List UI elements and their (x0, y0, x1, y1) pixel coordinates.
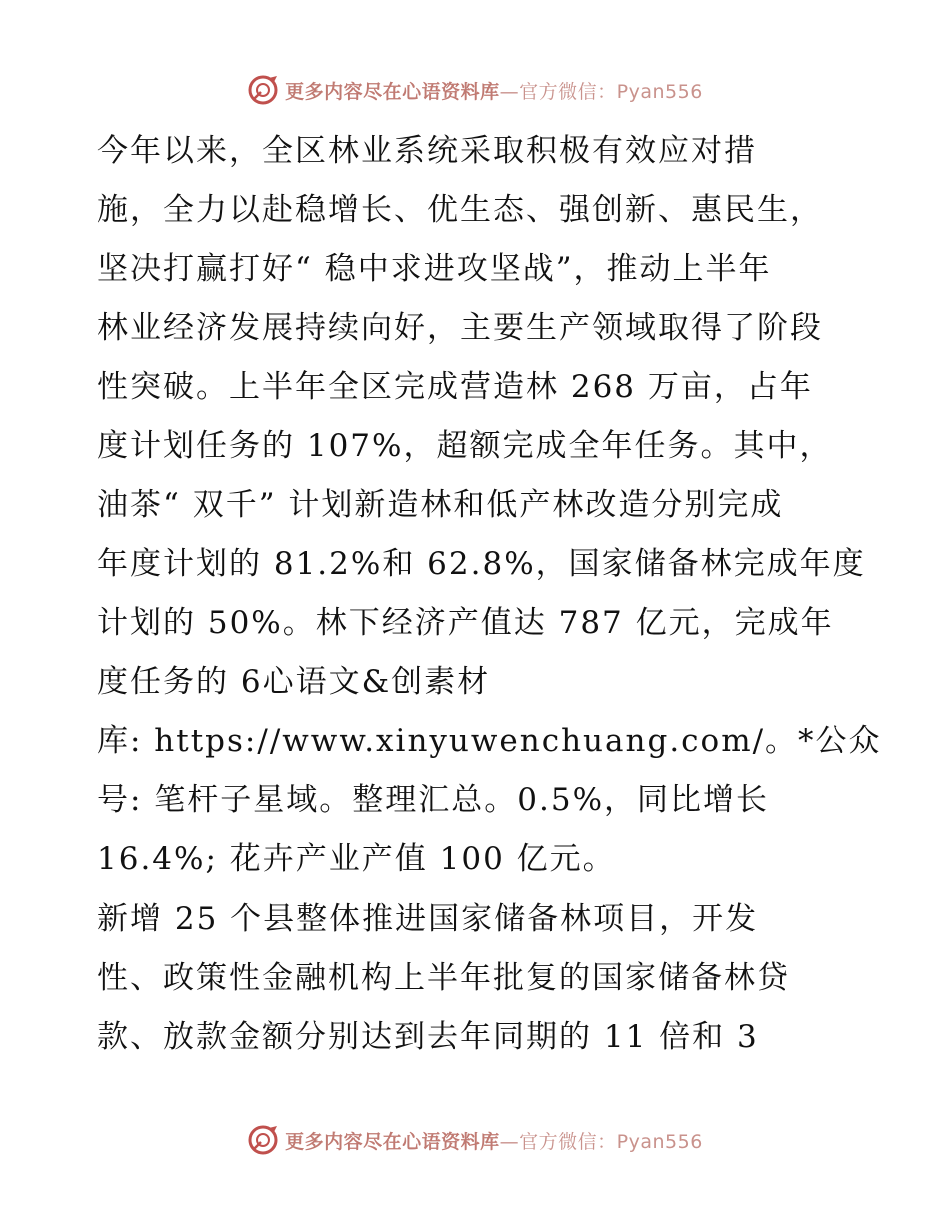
text-line: 年度计划的 81.2%和 62.8%，国家储备林完成年度 (97, 546, 866, 582)
text-line: 坚决打赢打好“ 稳中求进攻坚战”，推动上半年 (97, 251, 772, 287)
text-line: 施，全力以赴稳增长、优生态、强创新、惠民生， (97, 192, 823, 228)
text-line: 性、政策性金融机构上半年批复的国家储备林贷 (97, 960, 790, 996)
text-line: 今年以来，全区林业系统采取积极有效应对措 (97, 133, 757, 169)
text-line: 林业经济发展持续向好，主要生产领域取得了阶段 (97, 310, 823, 346)
text-line: 油茶“ 双千” 计划新造林和低产林改造分别完成 (97, 487, 784, 523)
pen-logo-icon (247, 1124, 279, 1156)
text-line: 号: 笔杆子星域。整理汇总。0.5%，同比增长 (97, 782, 770, 818)
watermark-text: 更多内容尽在心语资料库—官方微信：Pyan556 (285, 80, 703, 103)
header-watermark (0, 70, 950, 110)
text-line: 度任务的 6心语文&创素材 (97, 664, 491, 700)
text-line: 计划的 50%。林下经济产值达 787 亿元，完成年 (97, 605, 834, 641)
pen-logo-icon (247, 74, 279, 106)
paragraph-2 (97, 890, 867, 1067)
paragraph-1 (97, 122, 882, 889)
text-line: 库: https://www.xinyuwenchuang.com/。*公众 (97, 723, 882, 759)
text-line: 新增 25 个县整体推进国家储备林项目，开发 (97, 901, 759, 937)
text-line: 16.4%; 花卉产业产值 100 亿元。 (97, 841, 616, 877)
text-line: 度计划任务的 107%，超额完成全年任务。其中， (97, 428, 833, 464)
watermark-text: 更多内容尽在心语资料库—官方微信：Pyan556 (285, 1130, 703, 1153)
text-line: 款、放款金额分别达到去年同期的 11 倍和 3 (97, 1019, 759, 1055)
text-line: 性突破。上半年全区完成营造林 268 万亩，占年 (97, 369, 813, 405)
footer-watermark (0, 1120, 950, 1160)
